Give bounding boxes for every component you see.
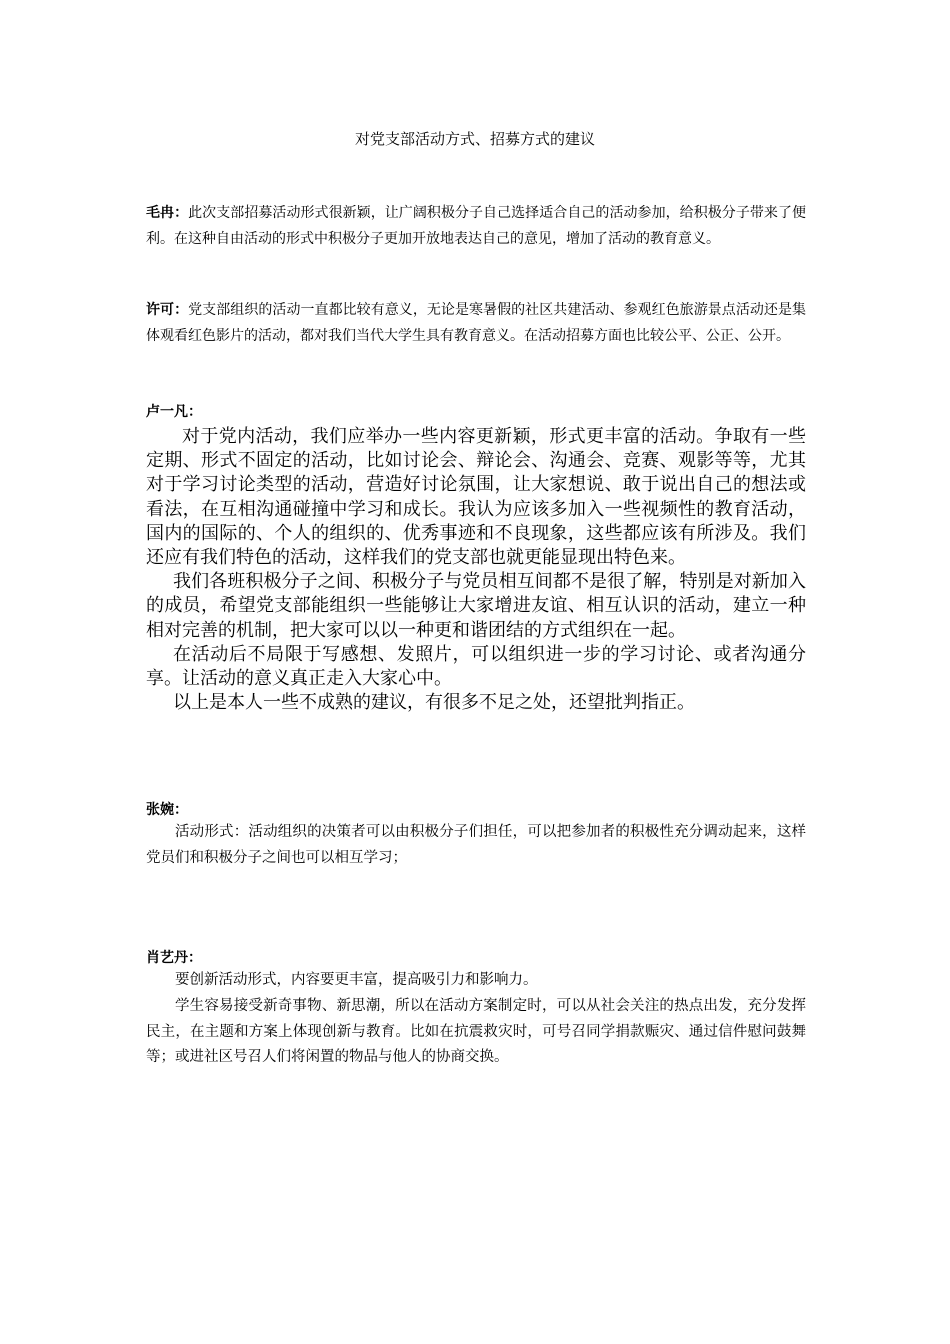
author-name: 卢一凡： <box>146 404 202 420</box>
author-name: 肖艺丹： <box>146 950 202 966</box>
paragraph-text: 党支部组织的活动一直都比较有意义，无论是寒暑假的社区共建活动、参观红色旅游景点活动还是集体观看红色影片的活动，都对我们当代大学生具有教育意义。在活动招募方面也比较公平、公正、公开。 <box>146 302 807 344</box>
paragraph-text: 活动形式：活动组织的决策者可以由积极分子们担任，可以把参加者的积极性充分调动起来，这样党员们和积极分子之间也可以相互学习； <box>146 824 806 866</box>
document-title: 对党支部活动方式、招募方式的建议 <box>354 130 595 148</box>
section-zhangwan-body <box>146 820 806 872</box>
author-name: 张婉： <box>146 802 188 818</box>
paragraph-text: 此次支部招募活动形式很新颖，让广阔积极分子自己选择适合自己的活动参加，给积极分子带来了便利。在这种自由活动的形式中积极分子更加开放地表达自己的意见，增加了活动的教育意义。 <box>146 205 807 247</box>
author-name: 许可： <box>146 302 189 318</box>
paragraph-text: 要创新活动形式，内容要更丰富，提高吸引力和影响力。 <box>175 972 538 988</box>
paragraph-text: 以上是本人一些不成熟的建议，有很多不足之处，还望批判指正。 <box>173 692 695 714</box>
section-luyifan-body <box>146 425 806 715</box>
section-maoran <box>146 200 806 252</box>
paragraph-text: 在活动后不局限于写感想、发照片，可以组织进一步的学习讨论、或者沟通分享。让活动的意义真正走入大家心中。 <box>146 643 806 690</box>
section-paragraph <box>146 200 806 252</box>
section-luyifan <box>146 399 806 425</box>
section-xiaoyidan-body <box>146 968 806 1071</box>
paragraph-text: 对于党内活动，我们应举办一些内容更新颖，形式更丰富的活动。争取有一些定期、形式不固定的活动，比如讨论会、辩论会、沟通会、竞赛、观影等等，尤其对于学习讨论类型的活动，营造好讨论氛围，让大家想说、敢于说出自己的想法或看法，在互相沟通碰撞中学习和成长。我认为应该多加入一些视频性的教育活动，国内的国际的、个人的组织的、优秀事迹和不良现象，这些都应该有所涉及。我们还应有我们特色的活动，这样我们的党支部也就更能显现出特色来。 <box>146 426 806 569</box>
section-xuke <box>146 297 806 349</box>
paragraph-text: 学生容易接受新奇事物、新思潮，所以在活动方案制定时，可以从社会关注的热点出发，充分发挥民主，在主题和方案上体现创新与教育。比如在抗震救灾时，可号召同学捐款赈灾、通过信件慰问鼓舞等；或进社区号召人们将闲置的物品与他人的协商交换。 <box>146 997 806 1066</box>
author-name: 毛冉： <box>146 205 189 221</box>
paragraph-text: 我们各班积极分子之间、积极分子与党员相互间都不是很了解，特别是对新加入的成员，希望党支部能组织一些能够让大家增进友谊、相互认识的活动，建立一种相对完善的机制，把大家可以以一种更和谐团结的方式组织在一起。 <box>146 571 806 641</box>
section-paragraph <box>146 297 806 349</box>
